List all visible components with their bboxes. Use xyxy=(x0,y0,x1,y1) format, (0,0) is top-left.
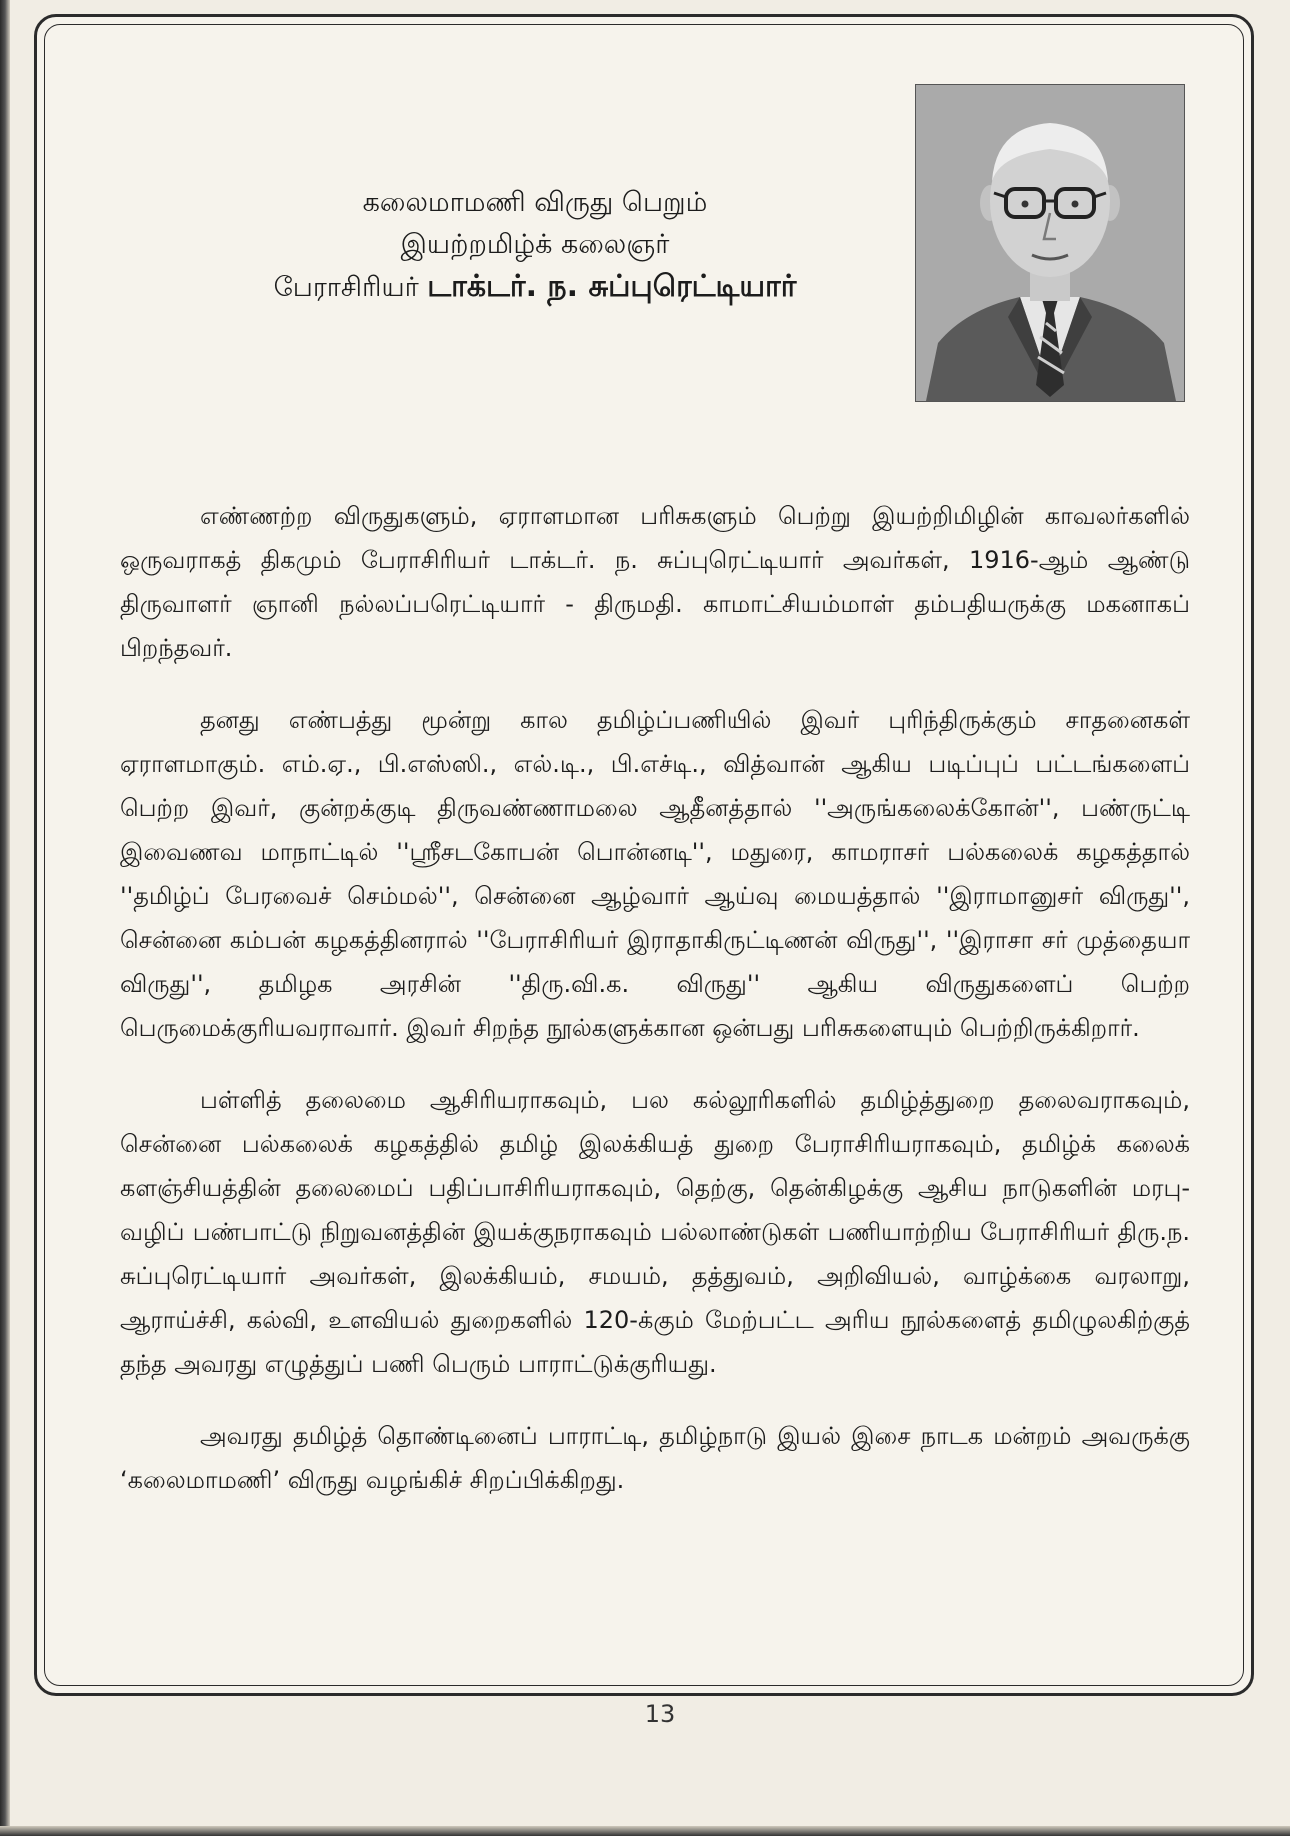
paragraph-4: அவரது தமிழ்த் தொண்டினைப் பாராட்டி, தமிழ்நாடு இயல் இசை நாடக மன்றம் அவருக்கு ‘கலைமாமணி’ விருது வழங்கிச் சிறப்பிக்கிறது. xyxy=(120,1422,1190,1494)
title-prefix: பேராசிரியர் xyxy=(273,272,428,303)
paragraph-2: தனது எண்பத்து மூன்று கால தமிழ்ப்பணியில் இவர் புரிந்திருக்கும் சாதனைகள் ஏராளமாகும். எம்.ஏ., பி.எஸ்ஸி., எல்.டி., பி.எச்டி., வித்வான் ஆகிய படிப்புப் பட்டங்களைப் பெற்ற இவர், குன்றக்குடி திருவண்ணாமலை ஆதீனத்தால் ''அருங்கலைக்கோன்'', பண்ருட்டி இவைணவ மாநாட்டில் ''ஸ்ரீசடகோபன் பொன்னடி'', மதுரை, காமராசர் பல்கலைக் கழகத்தால் ''தமிழ்ப் பேரவைச் செம்மல்'', சென்னை ஆழ்வார் ஆய்வு மையத்தால் ''இராமானுசர் விருது'', சென்னை கம்பன் கழகத்தினரால் ''பேராசிரியர் இராதாகிருட்டிணன் விருது'', ''இராசா சர் முத்தையா விருது'', தமிழக அரசின் ''திரு.வி.க. விருது'' ஆகிய விருதுகளைப் பெற்ற பெருமைக்குரியவராவார். இவர் சிறந்த நூல்களுக்கான ஒன்பது பரிசுகளையும் பெற்றிருக்கிறார். xyxy=(120,706,1190,1042)
page-binding-edge xyxy=(0,0,10,1836)
page-bottom-edge xyxy=(0,1826,1290,1836)
paragraph-1: எண்ணற்ற விருதுகளும், ஏராளமான பரிசுகளும் பெற்று இயற்றிமிழின் காவலர்களில் ஒருவராகத் திகமும் பேராசிரியர் டாக்டர். ந. சுப்புரெட்டியார் அவர்கள், 1916-ஆம் ஆண்டு திருவாளர் ஞானி நல்லப்பரெட்டியார் - திருமதி. காமாட்சியம்மாள் தம்பதியருக்கு மகனாகப் பிறந்தவர். xyxy=(120,502,1190,662)
portrait-illustration xyxy=(916,85,1184,401)
portrait-photo xyxy=(915,84,1185,402)
article-body xyxy=(120,494,1190,1530)
title-line-2: இயற்றமிழ்க் கலைஞர் xyxy=(400,229,670,260)
paragraph-3: பள்ளித் தலைமை ஆசிரியராகவும், பல கல்லூரிகளில் தமிழ்த்துறை தலைவராகவும், சென்னை பல்கலைக் கழகத்தில் தமிழ் இலக்கியத் துறை பேராசிரியராகவும், தமிழ்க் கலைக் களஞ்சியத்தின் தலைமைப் பதிப்பாசிரியராகவும், தெற்கு, தென்கிழக்கு ஆசிய நாடுகளின் மரபு-வழிப் பண்பாட்டு நிறுவனத்தின் இயக்குநராகவும் பல்லாண்டுகள் பணியாற்றிய பேராசிரியர் திரு.ந. சுப்புரெட்டியார் அவர்கள், இலக்கியம், சமயம், தத்துவம், அறிவியல், வாழ்க்கை வரலாறு, ஆராய்ச்சி, கல்வி, உளவியல் துறைகளில் 120-க்கும் மேற்பட்ட அரிய நூல்களைத் தமிழுலகிற்குத் தந்த அவரது எழுத்துப் பணி பெரும் பாராட்டுக்குரியது. xyxy=(120,1086,1190,1378)
title-name: டாக்டர். ந. சுப்புரெட்டியார் xyxy=(427,269,797,304)
title-block xyxy=(150,182,920,309)
title-line-3 xyxy=(150,266,920,309)
page-number: 13 xyxy=(644,1700,676,1728)
title-line-1: கலைமாமணி விருது பெறும் xyxy=(362,187,708,218)
